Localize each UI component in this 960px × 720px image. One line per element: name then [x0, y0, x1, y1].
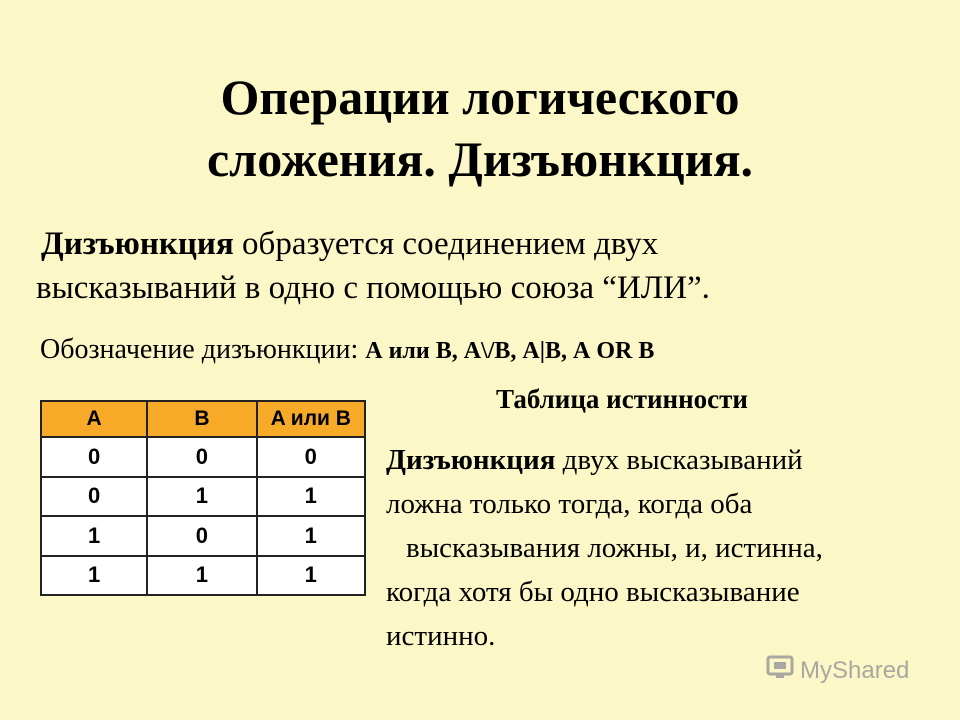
table-cell: 0	[147, 516, 256, 556]
table-cell: 1	[257, 516, 365, 556]
truth-table	[40, 400, 366, 596]
explanation-text-1: двух высказываний	[555, 444, 803, 476]
explanation-paragraph	[386, 438, 956, 658]
definition-term: Дизъюнкция	[41, 226, 234, 262]
table-cell: 1	[147, 556, 256, 596]
table-cell: 1	[257, 556, 365, 596]
definition-paragraph	[36, 222, 936, 310]
table-cell: 0	[41, 477, 147, 517]
definition-text-1: образуется соединением двух	[233, 226, 659, 262]
truth-table-title: Таблица истинности	[496, 384, 748, 414]
definition-line-2: высказываний в одно с помощью союза “ИЛИ”.	[36, 270, 710, 306]
explanation-line-5: истинно.	[386, 620, 496, 652]
slide-title	[0, 66, 960, 190]
table-cell: 1	[147, 477, 256, 517]
notation-line	[40, 330, 654, 371]
myshared-logo-icon	[766, 654, 796, 687]
table-header-row	[41, 401, 365, 437]
table-row	[41, 477, 365, 517]
watermark	[766, 654, 909, 687]
header-a-or-b: A или B	[257, 401, 365, 437]
table-cell: 0	[147, 437, 256, 477]
table-cell: 0	[257, 437, 365, 477]
table-row	[41, 556, 365, 596]
definition-line-1	[36, 222, 936, 266]
table-row	[41, 437, 365, 477]
table-cell: 1	[41, 516, 147, 556]
explanation-line-3: высказывания ложны, и, истинна,	[406, 532, 823, 564]
header-a: A	[41, 401, 147, 437]
notation-label: Обозначение дизъюнкции:	[40, 334, 366, 365]
table-row	[41, 516, 365, 556]
table-cell: 1	[257, 477, 365, 517]
watermark-text: MyShared	[800, 656, 910, 684]
header-b: B	[147, 401, 256, 437]
notation-symbols: А или В, А\/В, А|В, А OR В	[365, 338, 655, 364]
title-line-1: Операции логического	[220, 69, 740, 125]
explanation-line-2: ложна только тогда, когда оба	[386, 488, 753, 520]
title-line-2: сложения. Дизъюнкция.	[206, 131, 754, 187]
explanation-line-4: когда хотя бы одно высказывание	[386, 576, 800, 608]
table-cell: 0	[41, 437, 147, 477]
explanation-term: Дизъюнкция	[386, 444, 556, 476]
explanation-line-1	[386, 438, 956, 482]
table-cell: 1	[41, 556, 147, 596]
